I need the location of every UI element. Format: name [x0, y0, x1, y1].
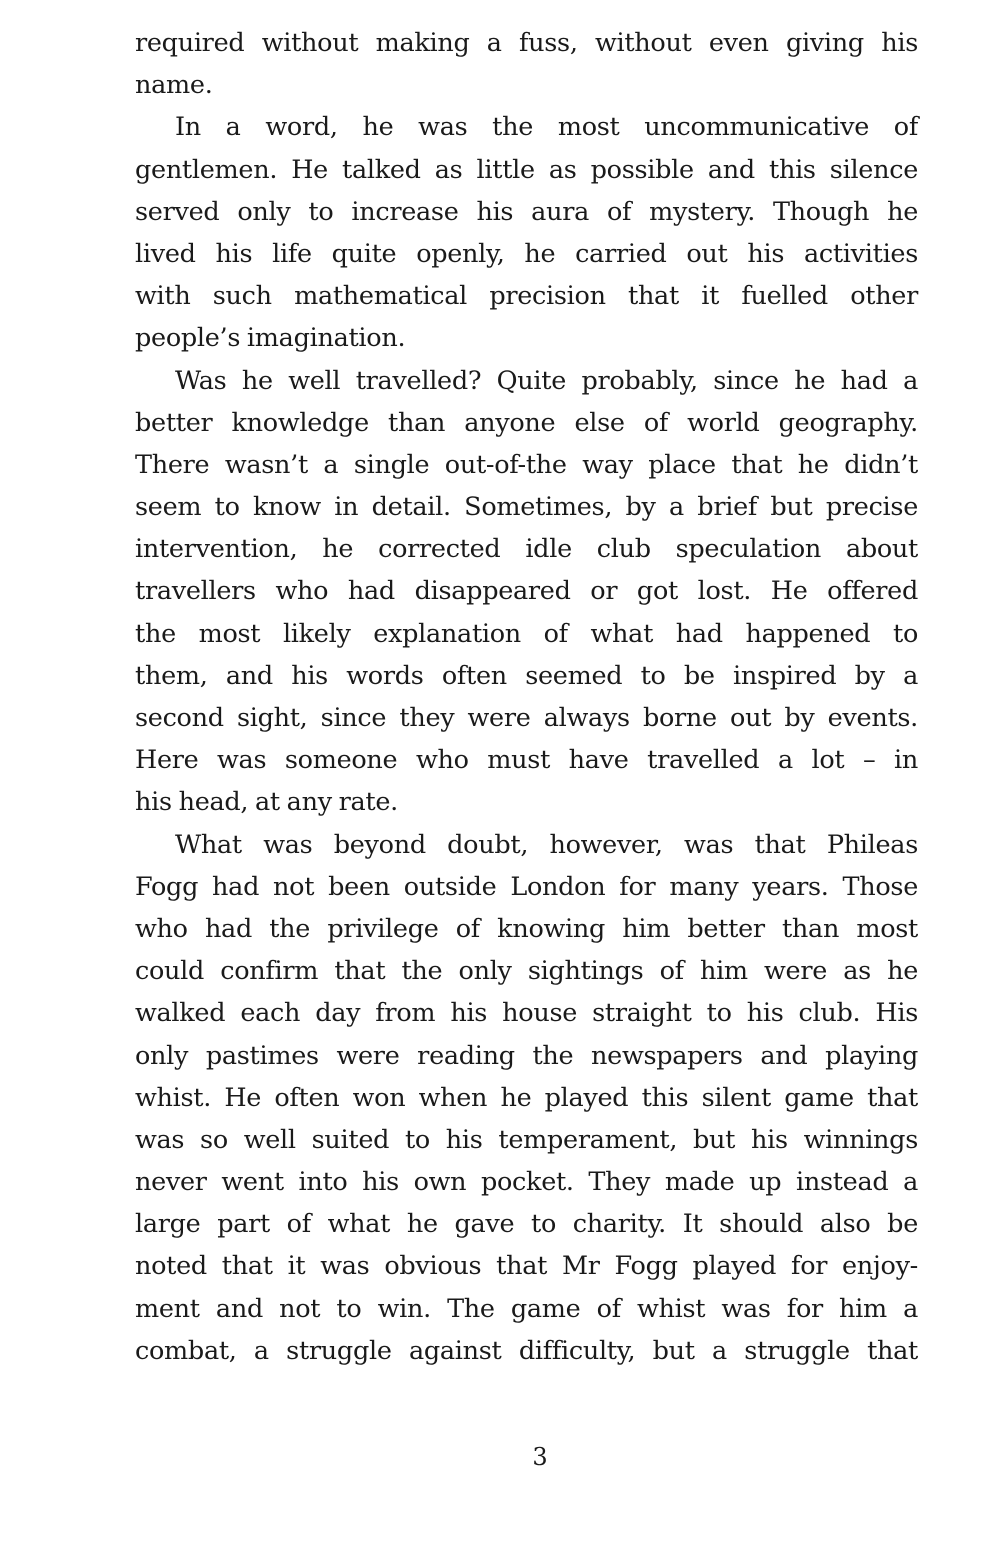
text-line: lived his life quite openly, he carried out his activities: [135, 238, 918, 269]
text-line: people’s imagination.: [135, 323, 406, 354]
body-text: [135, 22, 918, 1372]
text-line: Was he well travelled? Quite probably, since he had a: [175, 365, 918, 396]
text-line: with such mathematical precision that it fuelled other: [135, 281, 918, 312]
text-line: name.: [135, 70, 213, 101]
text-line: better knowledge than anyone else of world geography.: [135, 407, 918, 438]
text-line: ment and not to win. The game of whist was for him a: [135, 1293, 918, 1324]
text-line: never went into his own pocket. They made up instead a: [135, 1167, 918, 1198]
text-line: intervention, he corrected idle club speculation about: [135, 534, 918, 565]
text-line: In a word, he was the most uncommunicative of: [175, 112, 918, 143]
page-number: 3: [532, 1443, 548, 1471]
text-line: could confirm that the only sightings of him were as he: [135, 956, 918, 987]
text-line: What was beyond doubt, however, was that Phileas: [175, 829, 918, 860]
text-line: them, and his words often seemed to be inspired by a: [135, 660, 918, 691]
text-line: only pastimes were reading the newspapers and playing: [135, 1040, 918, 1071]
text-line: Here was someone who must have travelled a lot – in: [135, 745, 918, 776]
text-line: served only to increase his aura of mystery. Though he: [135, 196, 918, 227]
text-line: large part of what he gave to charity. It should also be: [135, 1209, 918, 1240]
text-line: walked each day from his house straight to his club. His: [135, 998, 918, 1029]
text-line: second sight, since they were always borne out by events.: [135, 703, 918, 733]
text-line: who had the privilege of knowing him better than most: [135, 913, 918, 944]
text-line: noted that it was obvious that Mr Fogg played for enjoy-: [135, 1251, 918, 1282]
text-line: required without making a fuss, without even giving his: [135, 28, 918, 58]
text-line: gentlemen. He talked as little as possible and this silence: [135, 154, 918, 185]
text-line: combat, a struggle against difficulty, but a struggle that: [135, 1335, 918, 1366]
text-line: was so well suited to his temperament, but his winnings: [135, 1124, 918, 1155]
text-line: seem to know in detail. Sometimes, by a brief but precise: [135, 492, 918, 523]
text-line: the most likely explanation of what had happened to: [135, 618, 918, 649]
text-line: travellers who had disappeared or got lost. He offered: [135, 576, 918, 607]
text-line: Fogg had not been outside London for many years. Those: [135, 871, 918, 902]
text-line: whist. He often won when he played this silent game that: [135, 1082, 918, 1113]
text-line: There wasn’t a single out-of-the way place that he didn’t: [135, 449, 918, 480]
text-line: his head, at any rate.: [135, 787, 398, 818]
